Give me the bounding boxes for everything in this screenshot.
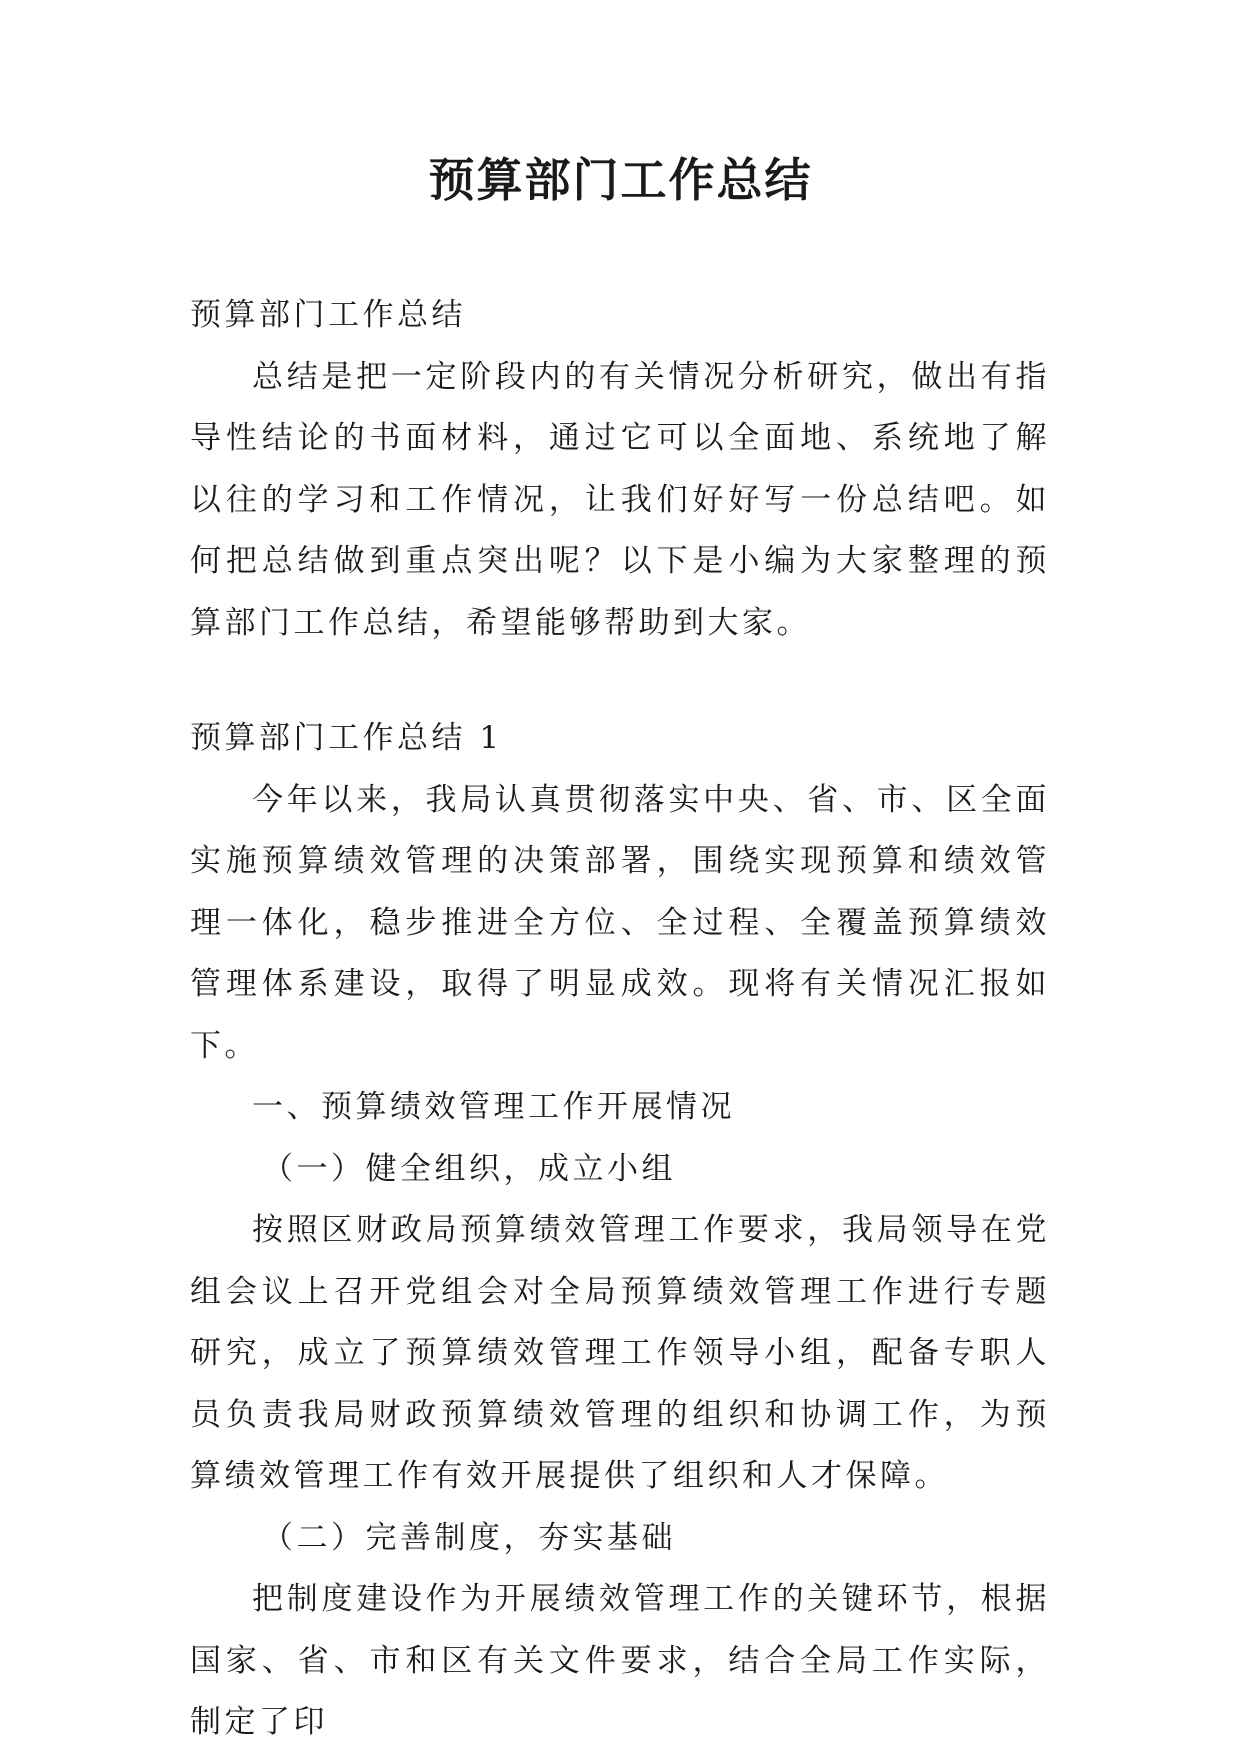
section1-paragraph: 今年以来，我局认真贯彻落实中央、省、市、区全面实施预算绩效管理的决策部署，围绕实现预算和绩效管理一体化，稳步推进全方位、全过程、全覆盖预算绩效管理体系建设，取得了明显成效。现将有关情况汇报如下。	[190, 781, 1050, 1064]
sub2-paragraph: 把制度建设作为开展绩效管理工作的关键环节，根据国家、省、市和区有关文件要求，结合全局工作实际，制定了印	[190, 1581, 1050, 1740]
document-body	[190, 285, 1050, 1754]
sub2-heading: （二）完善制度，夯实基础	[262, 1519, 676, 1556]
intro-heading: 预算部门工作总结	[190, 297, 466, 333]
document-title: 预算部门工作总结	[428, 153, 813, 207]
section-spacer	[190, 654, 1050, 708]
intro-paragraph: 总结是把一定阶段内的有关情况分析研究，做出有指导性结论的书面材料，通过它可以全面地、系统地了解以往的学习和工作情况，让我们好好写一份总结吧。如何把总结做到重点突出呢？以下是小编为大家整理的预算部门工作总结，希望能够帮助到大家。	[190, 358, 1050, 641]
sub1-heading: （一）健全组织，成立小组	[262, 1150, 676, 1187]
sub1-paragraph: 按照区财政局预算绩效管理工作要求，我局领导在党组会议上召开党组会对全局预算绩效管理工作进行专题研究，成立了预算绩效管理工作领导小组，配备专职人员负责我局财政预算绩效管理的组织和协调工作，为预算绩效管理工作有效开展提供了组织和人才保障。	[190, 1212, 1050, 1494]
part1-heading: 一、预算绩效管理工作开展情况	[252, 1089, 735, 1125]
section1-heading: 预算部门工作总结 1	[190, 720, 503, 756]
